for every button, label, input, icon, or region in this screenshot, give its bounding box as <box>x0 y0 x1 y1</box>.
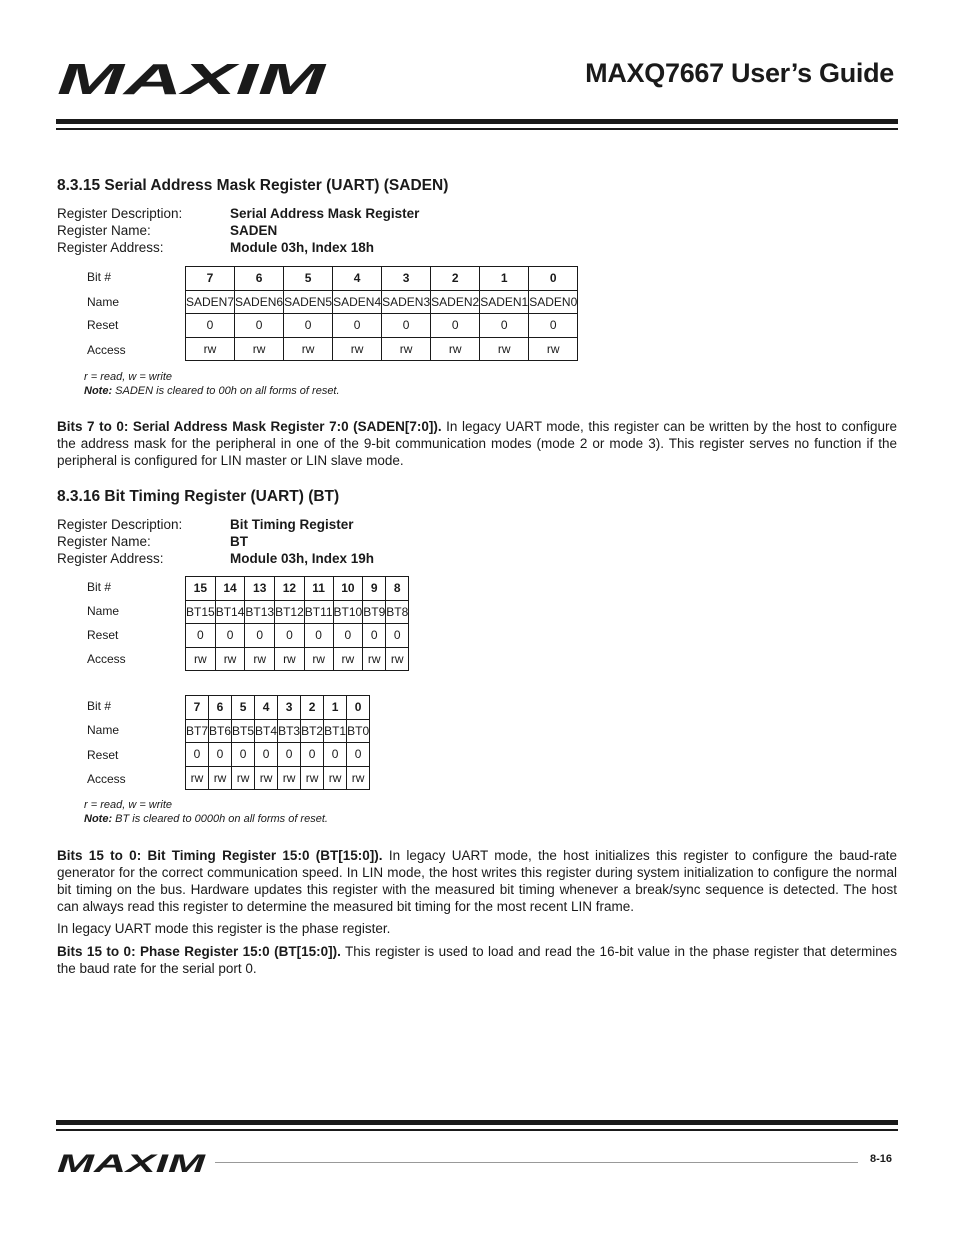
meta-key: Register Description: <box>57 206 183 221</box>
page-number: 8-16 <box>869 1153 892 1165</box>
bit-number-cell: 10 <box>333 577 363 601</box>
access-cell: rw <box>386 647 409 671</box>
access-cell: rw <box>304 647 333 671</box>
access-cell: rw <box>278 766 301 790</box>
meta-value: BT <box>230 534 248 549</box>
reset-row <box>186 743 370 767</box>
bit-name-cell: SADEN0 <box>529 290 578 314</box>
legend-saden <box>84 370 340 398</box>
bit-number-cell: 1 <box>324 696 347 720</box>
reset-value-cell: 0 <box>333 314 382 338</box>
bit-number-cell: 8 <box>386 577 409 601</box>
bit-name-cell: BT13 <box>245 600 275 624</box>
reset-value-cell: 0 <box>278 743 301 767</box>
note-label: Note: <box>84 385 113 397</box>
reset-value-cell: 0 <box>324 743 347 767</box>
bit-name-cell: BT6 <box>209 719 232 743</box>
meta-value: Module 03h, Index 18h <box>230 240 375 255</box>
bit-name-cell: BT0 <box>347 719 370 743</box>
reset-value-cell: 0 <box>215 624 245 648</box>
reset-value-cell: 0 <box>363 624 386 648</box>
description-text: In legacy UART mode, the host initializes this register to configure the baud-rate generator for the correct communication speed. In LIN mode, the host writes this register during system initialization to configure the normal bit timing on the bus. Hardware updates this register with the measured bit timing whenever a break/sync sequence is detected. The host can always read this register to determine the measured bit timing for the most recent LIN frame. <box>57 848 897 914</box>
register-meta-bt <box>57 516 374 567</box>
bit-number-cell: 7 <box>186 267 235 291</box>
bit-number-cell: 3 <box>382 267 431 291</box>
legend-text: r = read, w = write <box>84 799 173 811</box>
access-cell: rw <box>215 647 245 671</box>
access-cell: rw <box>186 337 235 361</box>
access-cell: rw <box>347 766 370 790</box>
bit-name-cell: BT9 <box>363 600 386 624</box>
meta-value: Module 03h, Index 19h <box>230 551 375 566</box>
bit-number-cell: 12 <box>275 577 305 601</box>
row-label-name: Name <box>87 604 120 618</box>
bit-number-cell: 4 <box>255 696 278 720</box>
note-text: SADEN is cleared to 00h on all forms of reset. <box>112 385 340 397</box>
access-row <box>186 337 578 361</box>
bit-number-cell: 1 <box>480 267 529 291</box>
bit-name-cell: BT3 <box>278 719 301 743</box>
bit-number-cell: 5 <box>232 696 255 720</box>
document-title: MAXQ7667 User’s Guide <box>585 58 894 88</box>
register-meta-saden <box>57 205 419 256</box>
header-rule <box>56 119 898 124</box>
reset-value-cell: 0 <box>186 743 209 767</box>
meta-value: Bit Timing Register <box>230 517 354 532</box>
bit-number-row <box>186 267 578 291</box>
bit-number-cell: 9 <box>363 577 386 601</box>
bit-number-row <box>186 696 370 720</box>
bit-name-cell: SADEN3 <box>382 290 431 314</box>
description-bt <box>57 847 897 915</box>
note-label: Note: <box>84 813 113 825</box>
section-heading-saden: 8.3.15 Serial Address Mask Register (UART) (SADEN) <box>57 177 449 194</box>
row-label-bit: Bit # <box>87 270 112 284</box>
row-label-reset: Reset <box>87 748 119 762</box>
meta-key: Register Address: <box>57 240 164 255</box>
description-bold: Bits 15 to 0: Phase Register 15:0 (BT[15:0]). <box>57 944 341 959</box>
access-cell: rw <box>324 766 347 790</box>
bit-number-cell: 7 <box>186 696 209 720</box>
footer-rule <box>56 1120 898 1125</box>
reset-value-cell: 0 <box>275 624 305 648</box>
reset-value-cell: 0 <box>386 624 409 648</box>
bit-name-row <box>186 290 578 314</box>
bit-name-cell: BT2 <box>301 719 324 743</box>
access-cell: rw <box>245 647 275 671</box>
row-label-name: Name <box>87 295 120 309</box>
meta-key: Register Name: <box>57 223 151 238</box>
bit-name-cell: SADEN7 <box>186 290 235 314</box>
description-saden <box>57 418 897 469</box>
reset-value-cell: 0 <box>232 743 255 767</box>
access-cell: rw <box>333 647 363 671</box>
access-cell: rw <box>186 766 209 790</box>
bit-name-cell: SADEN6 <box>235 290 284 314</box>
bit-number-cell: 15 <box>186 577 216 601</box>
access-cell: rw <box>382 337 431 361</box>
reset-value-cell: 0 <box>347 743 370 767</box>
description-bold: Bits 7 to 0: Serial Address Mask Register 7:0 (SADEN[7:0]). <box>57 419 442 434</box>
bit-name-row <box>186 719 370 743</box>
row-label-access: Access <box>87 343 126 357</box>
row-label-bit: Bit # <box>87 580 112 594</box>
bit-number-cell: 14 <box>215 577 245 601</box>
bit-name-cell: BT10 <box>333 600 363 624</box>
bit-name-cell: BT1 <box>324 719 347 743</box>
description-bold: Bits 15 to 0: Bit Timing Register 15:0 (BT[15:0]). <box>57 848 383 863</box>
bit-number-cell: 11 <box>304 577 333 601</box>
footer-divider <box>215 1162 858 1163</box>
access-cell: rw <box>284 337 333 361</box>
bit-name-cell: BT12 <box>275 600 305 624</box>
access-cell: rw <box>301 766 324 790</box>
bit-number-cell: 6 <box>235 267 284 291</box>
reset-value-cell: 0 <box>529 314 578 338</box>
row-label-access: Access <box>87 652 126 666</box>
reset-value-cell: 0 <box>186 624 216 648</box>
access-cell: rw <box>232 766 255 790</box>
reset-value-cell: 0 <box>333 624 363 648</box>
bit-number-cell: 2 <box>301 696 324 720</box>
meta-key: Register Description: <box>57 517 183 532</box>
bit-name-cell: SADEN5 <box>284 290 333 314</box>
description-phase <box>57 943 897 977</box>
bit-name-cell: SADEN2 <box>431 290 480 314</box>
bit-number-row <box>186 577 409 601</box>
bit-name-cell: SADEN4 <box>333 290 382 314</box>
access-cell: rw <box>235 337 284 361</box>
meta-key: Register Address: <box>57 551 164 566</box>
access-cell: rw <box>275 647 305 671</box>
note-text: BT is cleared to 0000h on all forms of reset. <box>112 813 328 825</box>
row-label-reset: Reset <box>87 628 119 642</box>
maxim-logo <box>57 60 327 96</box>
reset-value-cell: 0 <box>382 314 431 338</box>
bit-name-row <box>186 600 409 624</box>
maxim-logo-text: MAXIM <box>57 60 327 96</box>
row-label-bit: Bit # <box>87 699 112 713</box>
reset-row <box>186 314 578 338</box>
legend-text: r = read, w = write <box>84 371 173 383</box>
reset-value-cell: 0 <box>301 743 324 767</box>
bit-number-cell: 3 <box>278 696 301 720</box>
bit-number-cell: 6 <box>209 696 232 720</box>
reset-value-cell: 0 <box>235 314 284 338</box>
access-row <box>186 766 370 790</box>
footer-maxim-logo <box>57 1152 207 1174</box>
description-text: In legacy UART mode, this register can be written by the host to configure the address mask for the peripheral in one of the 9-bit communication modes (mode 2 or mode 3). This register serves no function if the peripheral is configured for LIN master or LIN slave mode. <box>57 419 897 468</box>
access-cell: rw <box>209 766 232 790</box>
bit-name-cell: BT8 <box>386 600 409 624</box>
bit-name-cell: SADEN1 <box>480 290 529 314</box>
legend-bt <box>84 798 328 826</box>
access-cell: rw <box>186 647 216 671</box>
access-cell: rw <box>255 766 278 790</box>
bit-name-cell: BT4 <box>255 719 278 743</box>
section-heading-bt: 8.3.16 Bit Timing Register (UART) (BT) <box>57 488 340 505</box>
bit-number-cell: 5 <box>284 267 333 291</box>
access-row <box>186 647 409 671</box>
meta-key: Register Name: <box>57 534 151 549</box>
bit-number-cell: 0 <box>347 696 370 720</box>
header-rule-thin <box>56 128 898 130</box>
bit-name-cell: BT5 <box>232 719 255 743</box>
reset-value-cell: 0 <box>480 314 529 338</box>
reset-value-cell: 0 <box>245 624 275 648</box>
access-cell: rw <box>333 337 382 361</box>
bit-number-cell: 13 <box>245 577 275 601</box>
footer-rule-thin <box>56 1129 898 1131</box>
reset-row <box>186 624 409 648</box>
bit-name-cell: BT14 <box>215 600 245 624</box>
reset-value-cell: 0 <box>431 314 480 338</box>
bit-number-cell: 4 <box>333 267 382 291</box>
meta-value: Serial Address Mask Register <box>230 206 420 221</box>
reset-value-cell: 0 <box>186 314 235 338</box>
reset-value-cell: 0 <box>255 743 278 767</box>
reset-value-cell: 0 <box>304 624 333 648</box>
bit-number-cell: 2 <box>431 267 480 291</box>
access-cell: rw <box>480 337 529 361</box>
row-label-reset: Reset <box>87 318 119 332</box>
row-label-name: Name <box>87 723 120 737</box>
access-cell: rw <box>431 337 480 361</box>
bit-name-cell: BT7 <box>186 719 209 743</box>
reset-value-cell: 0 <box>284 314 333 338</box>
bit-name-cell: BT15 <box>186 600 216 624</box>
reset-value-cell: 0 <box>209 743 232 767</box>
bit-number-cell: 0 <box>529 267 578 291</box>
bit-name-cell: BT11 <box>304 600 333 624</box>
footer-logo-text: MAXIM <box>57 1152 207 1174</box>
description-text: This register is used to load and read the 16-bit value in the phase register that determines the baud rate for the serial port 0. <box>57 944 897 976</box>
row-label-access: Access <box>87 772 126 786</box>
access-cell: rw <box>529 337 578 361</box>
access-cell: rw <box>363 647 386 671</box>
description-phase-note: In legacy UART mode this register is the phase register. <box>57 921 391 936</box>
meta-value: SADEN <box>230 223 278 238</box>
